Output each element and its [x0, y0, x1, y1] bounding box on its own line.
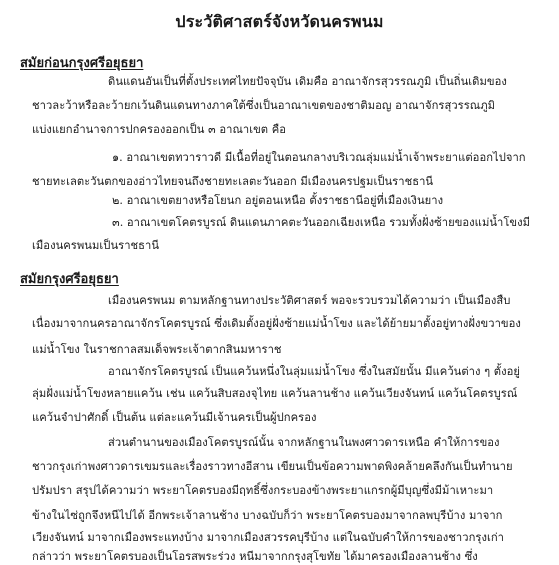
section-heading-ayutthaya: สมัยกรุงศรีอยุธยา: [20, 272, 119, 287]
paragraph-line: แคว้นจำปาศักดิ์ เป็นต้น แต่ละแคว้นมีเจ้านครเป็นผู้ปกครอง: [32, 411, 317, 424]
paragraph-line: เมืองนครพนม ตามหลักฐานทางประวัติศาสตร์ พอจะรวบรวมได้ความว่า เป็นเมืองสืบ: [108, 294, 511, 307]
paragraph-line: เวียงจันทน์ มาจากเมืองพระแทงบ้าง มาจากเมืองสวรรคบุรีบ้าง แต่ในฉบับคำให้การของชาวกรุงเก่า: [32, 531, 505, 544]
paragraph-line: ชาวละว้าหรือละว้ายกเว้นดินแดนทางภาคใต้ซึ่งเป็นอาณาเขตของชาติมอญ อาณาจักรสุวรรณภูมิ: [32, 99, 496, 112]
paragraph-line: ดินแดนอันเป็นที่ตั้งประเทศไทยปัจจุบัน เดิมคือ อาณาจักรสุวรรณภูมิ เป็นถิ่นเดิมของ: [108, 75, 507, 88]
list-item-line: ๑. อาณาเขตทวาราวดี มีเนื้อที่อยู่ในตอนกลางบริเวณลุ่มแม่น้ำเจ้าพระยาแต่ออกไปจาก: [112, 151, 526, 164]
paragraph-line: ข้างในไซ่ถูกจึงหนีไปได้ อีกพระเจ้าลานช้าง บางฉบับก็ว่า พระยาโคตรบองมาจากลพบุรีบ้าง มาจาก: [32, 509, 503, 522]
list-item-line: ๒. อาณาเขตยางหรือโยนก อยู่ตอนเหนือ ตั้งราชธานีอยู่ที่เมืองเงินยาง: [112, 194, 444, 207]
list-item-line: ชายทะเลตะวันตกของอ่าวไทยจนถึงชายทะเลตะวันออก มีเมืองนครปฐมเป็นราชธานี: [32, 175, 434, 188]
section-heading-pre-ayutthaya: สมัยก่อนกรุงศรีอยุธยา: [20, 56, 144, 71]
paragraph-line: ปรัมปรา สรุปได้ความว่า พระยาโคตรบองมีฤทธิ์ซึ่งกระบองข้างพระยาแกรกผู้มีบุญซึ่งมีม้าเหาะมา: [32, 484, 494, 497]
paragraph-line: แม่น้ำโขง ในราชกาลสมเด็จพระเจ้าตากสินมหาราช: [32, 343, 282, 356]
list-item-line: ๓. อาณาเขตโคตรบูรณ์ ดินแดนภาคตะวันออกเฉียงเหนือ รวมทั้งฝั่งซ้ายของแม่น้ำโขงมี: [112, 216, 531, 229]
paragraph-line: อาณาจักรโคตรบูรณ์ เป็นแคว้นหนึ่งในลุ่มแม่น้ำโขง ซึ่งในสมัยนั้น มีแคว้นต่าง ๆ ตั้งอยู่: [108, 365, 520, 378]
paragraph-line: กล่าวว่า พระยาโคตรบองเป็นโอรสพระร่วง หนีมาจากกรุงสุโขทัย ได้มาครองเมืองลานช้าง ซึ่ง: [32, 550, 478, 563]
list-item-line: เมืองนครพนมเป็นราชธานี: [32, 239, 160, 252]
paragraph-line: เนื่องมาจากนครอาณาจักรโคตรบูรณ์ ซึ่งเดิมตั้งอยู่ฝั่งซ้ายแม่น้ำโขง และได้ย้ายมาตั้งอยู่ทางฝั่งขวาของ: [32, 317, 521, 330]
paragraph-line: ส่วนตำนานของเมืองโคตรบูรณ์นั้น จากหลักฐานในพงศาวดารเหนือ คำให้การของ: [108, 436, 500, 449]
document-title: ประวัติศาสตร์จังหวัดนครพนม: [175, 12, 384, 31]
paragraph-line: แบ่งแยกอำนาจการปกครองออกเป็น ๓ อาณาเขต คือ: [32, 123, 287, 136]
paragraph-line: ลุ่มฝั่งแม่น้ำโขงหลายแคว้น เช่น แคว้นสิบสองจุไทย แคว้นลานช้าง แคว้นเวียงจันทน์ แคว้นโคตรบูรณ์: [32, 387, 518, 400]
paragraph-line: ชาวกรุงเก่าพงศาวดารเขมรและเรื่องราวทางอีสาน เขียนเป็นข้อความพาดพิงคล้ายคลึงกันเป็นทำนาย: [32, 460, 513, 473]
